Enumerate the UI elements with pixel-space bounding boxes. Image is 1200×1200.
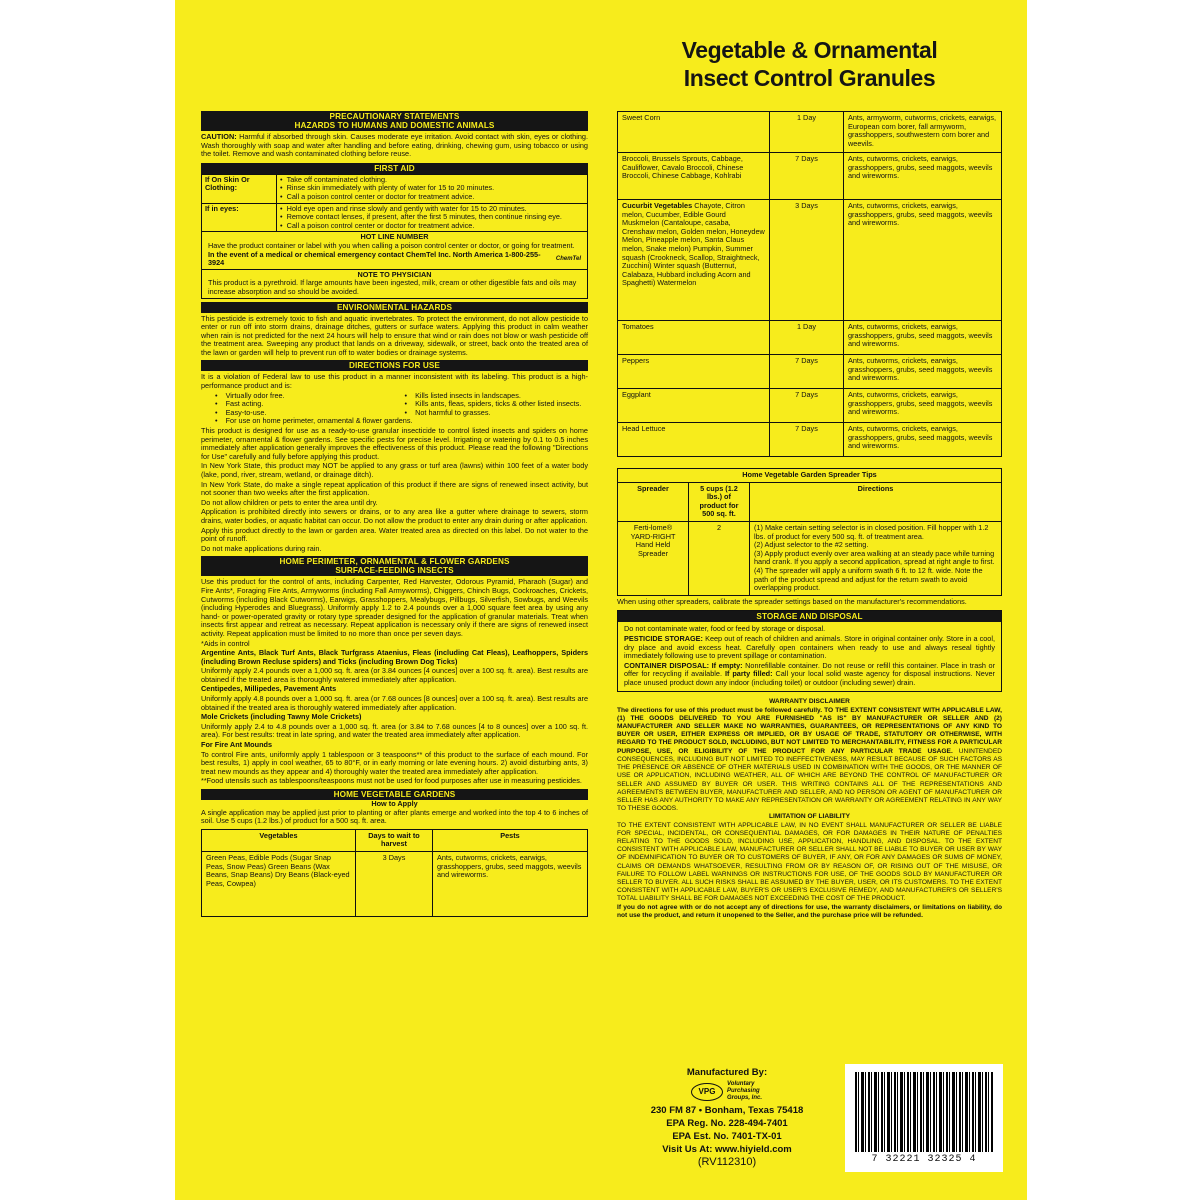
spreader-col-name: Spreader [618,482,689,521]
days-cell: 1 Day [770,112,844,153]
warranty-text: The directions for use of this product must be followed carefully. TO THE EXTENT CONSISTENT WITH APPLICABLE LAW, (1) THE GOODS DELIVERED TO YOU ARE FURNISHED "AS IS" BY MANUFACTURER OR SELLER AND (2) MANUFACTURER AND SELLER MAKE NO WARRANTIES, GUARANTEES, OR REPRESENTATIONS OF ANY KIND TO BUYER OR USER, EITHER EXPRESS OR IMPLIED, OR BY USAGE OF TRADE, STATUTORY OR OTHERWISE, WITH REGARD TO THE PRODUCT SOLD, INCLUDING, BUT NOT LIMITED TO MERCHANTABILITY, FITNESS FOR A PARTICULAR PURPOSE, USE, OR ELIGIBILITY OF THE PRODUCT FOR ANY PARTICULAR TRADE USAGE. [617,706,1002,755]
perimeter-h4: For Fire Ant Mounds [201,740,273,750]
barcode-number: 7 32221 32325 4 [871,1154,977,1165]
bullet-4: • Kills ants, fleas, spiders, ticks & other listed insects. [405,400,589,409]
veg-cell: Sweet Corn [618,112,770,153]
table-row [618,153,1002,200]
warranty-header: WARRANTY DISCLAIMER [769,698,850,706]
veg-table-left [201,829,588,917]
bullet-7: • For use on home perimeter, ornamental & flower gardens. [215,417,588,426]
directions-intro: It is a violation of Federal law to use this product in a manner inconsistent with its labeling. This product is a high-performance product and is: [201,372,588,391]
skin-step-1: • Take off contaminated clothing. [280,176,584,185]
cucurbit-list: Chayote, Citron melon, Cucumber, Edible Gourd Muskmelon (Cantaloupe, casaba, Crenshaw melon, Golden melon, Honeydew Melon, Pineapple melon, Santa Claus melon, Snake melon) Pumpkin, Summer squash (Crookneck, Scallop, Straightneck, Zucchini) Winter squash (Butternut, Calabaza, Hubbard including Acorn and Spaghetti) Watermelon [622,201,765,288]
perimeter-aids: *Aids in control [201,638,250,648]
perimeter-header [201,556,588,576]
bullet-1: • Virtually odor free. [215,392,399,401]
caution-text [201,133,588,159]
if-empty-text: Nonrefillable container. Do not reuse or refill this container. Place in trash or offer for recycling if available. [624,660,996,679]
spreader-name: Ferti-lome® YARD-RIGHT Hand Held Spreader [618,521,689,595]
storage-t1: Do not contaminate water, food or feed by storage or disposal. [624,624,826,634]
perimeter-header-2: SURFACE-FEEDING INSECTS [335,566,454,576]
liability-text: TO THE EXTENT CONSISTENT WITH APPLICABLE LAW, IN NO EVENT SHALL MANUFACTURER OR SELLER BE LIABLE FOR SPECIAL, INCIDENTAL, OR CONSEQUENTIAL DAMAGES, OR FOR DAMAGES IN THEIR NATURE OF PENALTIES RELATING TO THE GOODS SOLD, INCLUDING USE, APPLICATION, HANDLING, AND DISPOSAL. TO THE EXTENT CONSISTENT WITH APPLICABLE LAW, MANUFACTURER OR SELLER SHALL NOT BE LIABLE TO BUYER OR USER BY WAY OF INDEMNIFICATION TO BUYER OR TO CUSTOMERS OF BUYER, IF ANY, OR FOR ANY DAMAGES OR SUMS OF MONEY, CLAIMS OR DEMANDS WHATSOEVER, RESULTING FROM OR BY REASON OF, OR RISING OUT OF THE MISUSE, OR FAILURE TO FOLLOW LABEL WARNINGS OR INSTRUCTIONS FOR USE, OF THE GOODS SOLD BY MANUFACTURER OR SELLER TO BUYER. ALL SUCH RISKS SHALL BE ASSUMED BY THE BUYER, USER, OR ITS CUSTOMERS. TO THE EXTENT CONSISTENT WITH APPLICABLE LAW, BUYER'S OR USER'S EXCLUSIVE REMEDY, AND MANUFACTURER'S OR SELLER'S TOTAL LIABILITY SHALL BE FOR DAMAGES NOT EXCEEDING THE COST OF THE PRODUCT. [617,821,1002,903]
bullet-6: • Not harmful to grasses. [405,409,589,418]
days-cell: 7 Days [770,153,844,200]
spreader-col-amount: 5 cups (1.2 lbs.) of product for 500 sq. ft. [689,482,750,521]
directions-p6: Apply this product directly to the lawn or garden area. Water treated area as directed on this label. Do not water to the point of runoff. [201,525,588,544]
cucurbit-label: Cucurbit Vegetables [622,201,693,210]
pesticide-storage-text: Keep out of reach of children and animals. Store in original container only. Store in a cool, dry place and avoid excess heat. Carefully open containers when ready to use and always reseal tightly immediately following use to prevent spillage or contamination. [624,633,995,661]
epa-reg: EPA Reg. No. 228-494-7401 [666,1118,788,1129]
veg-cell: Peppers [618,355,770,389]
veg-col-vegetables: Vegetables [202,829,356,851]
pests-cell: Ants, cutworms, crickets, earwigs, grasshoppers, grubs, seed maggots, weevils and wireworms. [433,851,588,916]
storage-header: STORAGE AND DISPOSAL [618,611,1001,622]
pests-cell: Ants, cutworms, crickets, earwigs, grasshoppers, grubs, seed maggots, weevils and wireworms. [844,200,1002,321]
environmental-text: This pesticide is extremely toxic to fish and aquatic invertebrates. To protect the environment, do not allow pesticide to enter or run off into storm drains, drainage ditches, gutters or surface waters. Applying this product in calm weather when rain is not predicted for the next 24 hours will help to ensure that wind or rain does not blow or wash pesticide off the treatment area. Sweeping any product that lands on a driveway, sidewalk, or street, back onto the treated area of the lawn or garden will help to prevent run off to water bodies or drainage systems. [201,313,588,357]
chemtel-logo: ChemTel [555,255,581,262]
days-cell: 7 Days [770,389,844,423]
container-disposal-label: CONTAINER DISPOSAL: [624,660,710,670]
veg-cell: Green Peas, Edible Pods (Sugar Snap Peas, Snow Peas) Green Beans (Wax Beans, Snap Beans) Dry Beans (Black-eyed Peas, Cowpea) [202,851,356,916]
spreader-note: When using other spreaders, calibrate the spreader settings based on the manufacturer's recommendations. [617,596,967,606]
skin-steps [277,174,588,203]
spreader-directions [750,521,1002,595]
veg-cell: Broccoli, Brussels Sprouts, Cabbage, Cauliflower, Cavalo Broccoli, Chinese Broccoli, Chinese Cabbage, Kohlrabi [618,153,770,200]
spreader-step-1: (1) Make certain setting selector is in closed position. Fill hopper with 1.2 lbs. of product for every 500 sq. ft. of treatment area. [754,522,989,541]
perimeter-h1: Argentine Ants, Black Turf Ants, Black Turfgrass Ataenius, Fleas (including Cat Fleas), Leafhoppers, Spiders (including Brown Recluse spiders) and Ticks (including Brown Dog Ticks) [201,648,588,666]
spreader-step-4: (4) The spreader will apply a uniform swath 6 ft. to 12 ft. wide. Note the path of the product spread and adjust for the return swath to avoid overlapping product. [754,565,983,593]
pests-cell: Ants, cutworms, crickets, earwigs, grasshoppers, grubs, seed maggots, weevils and wireworms. [844,355,1002,389]
veg-intro [201,800,588,826]
barcode-bars [855,1072,993,1152]
spreader-step-2: (2) Adjust selector to the #2 setting. [754,540,869,550]
table-row [618,321,1002,355]
environmental-header: ENVIRONMENTAL HAZARDS [201,302,588,313]
first-aid-header: FIRST AID [201,163,588,174]
table-row [618,521,1002,595]
product-title [617,36,1002,92]
title-line-1: Vegetable & Ornamental [681,37,938,63]
veg-header: HOME VEGETABLE GARDENS [201,789,588,800]
table-row [618,389,1002,423]
skin-label: If On Skin Or Clothing: [202,174,277,203]
website: Visit Us At: www.hiyield.com [662,1144,792,1155]
directions-p3: In New York State, do make a single repeat application of this product if there are signs of renewed insect activity, but not sooner than two weeks after the first application. [201,479,588,498]
spreader-header: Home Vegetable Garden Spreader Tips [618,469,1002,483]
perimeter-t2: Uniformly apply 4.8 pounds over a 1,000 sq. ft. area (or 7.68 ounces [8 ounces] over a 100 sq. ft. area). Best results are obtained if the treated area is thoroughly watered immediately after application. [201,694,588,712]
table-row [618,200,1002,321]
eyes-step-1: • Hold eye open and rinse slowly and gently with water for 15 to 20 minutes. [280,205,584,214]
days-cell: 1 Day [770,321,844,355]
directions-bullets [201,392,588,426]
veg-table-right [617,111,1002,457]
table-row [618,423,1002,457]
directions-p7: Do not make applications during rain. [201,543,322,553]
perimeter-header-1: HOME PERIMETER, ORNAMENTAL & FLOWER GARDENS [279,557,510,567]
right-column [617,111,1002,920]
manufactured-by-label: Manufactured By: [686,1067,768,1078]
days-cell: 3 Days [356,851,433,916]
perimeter-note: **Food utensils such as tablespoons/teaspoons must not be used for food purposes after use in measuring pesticides. [201,776,582,786]
veg-cell [618,200,770,321]
spreader-step-3: (3) Apply product evenly over area walking at an steady pace while turning hand crank. If you apply a second application, spread at right angle to first. [754,548,995,567]
eyes-label: If in eyes: [202,203,277,232]
revision-code: (RV112310) [697,1156,757,1168]
perimeter-t4: To control Fire ants, uniformly apply 1 tablespoon or 3 teaspoons** of this product to the surface of each mound. For best results, 1) apply in cool weather, 65 to 80°F, or in early morning or late evening hours. 2) avoid disturbing ants, 3) treat new mounds as they appear and 4) thoroughly water the treated area immediately after application. [201,749,588,776]
bullet-5: • Easy-to-use. [215,409,399,418]
first-aid-table [201,174,588,299]
eyes-step-2: • Remove contact lenses, if present, after the first 5 minutes, then continue rinsing eye. [280,213,584,222]
days-cell: 7 Days [770,423,844,457]
directions-p5: Application is prohibited directly into sewers or drains, or to any area like a gutter where drainage to sewers, storm drains, water bodies, or aquatic habitat can occur. Do not allow the product to enter any drain during or after application. [201,507,588,525]
physician-header: NOTE TO PHYSICIAN [357,269,432,279]
epa-est: EPA Est. No. 7401-TX-01 [672,1131,782,1142]
veg-how: How to Apply [371,799,418,808]
if-empty-label: If empty: [711,660,743,670]
storage-box [617,610,1002,692]
directions-p2: In New York State, this product may NOT be applied to any grass or turf area (lawns) within 100 feet of a water body (lake, pond, river, stream, wetland, or drainage ditch). [201,461,588,479]
physician-box [202,269,588,298]
veg-cell: Head Lettuce [618,423,770,457]
precaution-header-2: HAZARDS TO HUMANS AND DOMESTIC ANIMALS [294,121,495,130]
hotline-box [202,232,588,269]
skin-step-3: • Call a poison control center or doctor for treatment advice. [280,193,584,202]
pests-cell: Ants, cutworms, crickets, earwigs, grasshoppers, grubs, seed maggots, weevils and wireworms. [844,321,1002,355]
spreader-table [617,468,1002,596]
eyes-steps [277,203,588,232]
spreader-col-directions: Directions [750,482,1002,521]
warranty-text-2: UNINTENDED CONSEQUENCES, INCLUDING BUT NOT LIMITED TO INEFFECTIVENESS, MAY RESULT BECAUSE OF SUCH FACTORS AS THE PRESENCE OR ABSENCE OF OTHER MATERIALS USED IN COMBINATION WITH THE GOODS, OR THE MANNER OF USE OR APPLICATION, INCLUDING WEATHER, ALL OF WHICH ARE BEYOND THE CONTROL OF MANUFACTURER OR SELLER AND ASSUMED BY BUYER OR USER. THIS WRITING CONTAINS ALL OF THE REPRESENTATIONS AND AGREEMENTS BETWEEN BUYER, MANUFACTURER AND SELLER, AND NO PERSON OR AGENT OF MANUFACTURER OR SELLER HAS ANY AUTHORITY TO MAKE ANY REPRESENTATION OR WARRANTY OR AGREEMENT RELATING IN ANY WAY TO THESE GOODS. [617,747,1002,813]
directions-body [201,373,588,553]
vpg-logo-mark: VPG [691,1083,723,1101]
hotline-number: In the event of a medical or chemical emergency contact ChemTel Inc. North America 1-800-255-3924 [208,249,541,268]
liability-header: LIMITATION OF LIABILITY [768,813,851,821]
barcode [845,1064,1003,1172]
if-partly-text: Call your local solid waste agency for disposal instructions. Never place unused product down any indoor (including toilet) or outdoor (including sewer) drain. [624,669,995,687]
table-row [202,851,588,916]
pests-cell: Ants, cutworms, crickets, earwigs, grasshoppers, grubs, seed maggots, weevils and wireworms. [844,423,1002,457]
pesticide-storage-label: PESTICIDE STORAGE: [624,633,703,643]
vpg-logo-name: Voluntary Purchasing Groups, Inc. [727,1081,763,1101]
directions-p1: This product is designed for use as a ready-to-use granular insecticide to control listed insects and spiders on home perimeter, ornamental & flower gardens. See specific pests for precise level. Irrigating or watering by 0.1 to 0.5 inches immediately after application generally improves the effectiveness of this product. Please read the following "Directions for Use" carefully and fully before applying this product. [201,426,588,461]
vpg-logo [617,1081,837,1102]
veg-text: A single application may be applied just prior to planting or after plants emerge and worked into the top 4 to 6 inches of soil. Use 5 cups (1.2 lbs.) of product for a 500 sq. ft. area. [201,807,588,826]
precaution-header-1: PRECAUTIONARY STATEMENTS [329,112,460,121]
if-partly-label: If party filled: [724,669,773,679]
warranty-final: If you do not agree with or do not accept any of directions for use, the warranty disclaimers, or limitations on liability, do not use the product, and return it unopened to the Seller, and the purchase price will be refunded. [617,903,1002,919]
veg-col-pests: Pests [433,829,588,851]
days-cell: 7 Days [770,355,844,389]
perimeter-t1: Uniformly apply 2.4 pounds over a 1,000 sq. ft. area (or 3.84 ounces [4 ounces] over a 100 sq. ft. area). Best results are obtained if the treated area is thoroughly watered immediately after application. [201,666,588,684]
warranty-section [617,698,1002,919]
pests-cell: Ants, cutworms, crickets, earwigs, grasshoppers, grubs, seed maggots, weevils and wireworms. [844,389,1002,423]
precautionary-section [201,111,588,917]
veg-col-days: Days to wait to harvest [356,829,433,851]
veg-cell: Eggplant [618,389,770,423]
manufacturer-block [617,1066,837,1169]
directions-header: DIRECTIONS FOR USE [201,360,588,371]
table-row [618,355,1002,389]
perimeter-t3: Uniformly apply 2.4 to 4.8 pounds over a 1,000 sq. ft. area (or 3.84 to 7.68 ounces [4 to 8 ounces] over a 100 sq. ft. area). For best results: treat in late spring, and water the treated area immediately after application. [201,721,588,740]
pests-cell: Ants, cutworms, crickets, earwigs, grasshoppers, grubs, seed maggots, weevils and wireworms. [844,153,1002,200]
title-line-2: Insect Control Granules [683,65,936,91]
skin-step-2: • Rinse skin immediately with plenty of water for 15 to 20 minutes. [280,184,584,193]
eyes-step-3: • Call a poison control center or doctor for treatment advice. [280,222,584,231]
perimeter-h3: Mole Crickets (including Tawny Mole Crickets) [201,712,362,722]
table-row [618,112,1002,153]
perimeter-body [201,578,588,786]
hotline-text: Have the product container or label with you when calling a poison control center or doctor, or going for treatment. [208,240,575,250]
spreader-setting: 2 [689,521,750,595]
directions-p4: Do not allow children or pets to enter the area until dry. [201,497,378,507]
caution-label: CAUTION: [201,132,237,141]
veg-cell: Tomatoes [618,321,770,355]
physician-text: This product is a pyrethroid. If large amounts have been ingested, milk, cream or other digestible fats and oils may increase absorption and so should be avoided. [208,278,577,296]
days-cell: 3 Days [770,200,844,321]
perimeter-h2: Centipedes, Millipedes, Pavement Ants [201,684,337,694]
storage-body [618,622,1001,691]
bullet-3: • Fast acting. [215,400,399,409]
perimeter-intro: Use this product for the control of ants, including Carpenter, Red Harvester, Odorous Pyramid, Pharaoh (Sugar) and Fire Ants*, Foraging Fire Ants, Armyworms (including Fall Armyworms), Chiggers, Chinch Bugs, Cockroaches, Crickets, Cutworms (including Black Cutworms), Earwigs, Grasshoppers, Mealybugs, Pillbugs, Silverfish, Sowbugs, and Weevils (including Hyperodes and Bluegrass). Uniformly apply 1.2 to 2.4 pounds over a 1,000 square feet area by using any hand- or power-operated gravity or rotary type spreader designed for the application of granular materials. Treat when insects first appear and retreat as necessary. Repeat application is necessary only if there are signs of renewed insect activity. Repeat application must be limited to no more than once per seven days. [201,577,588,638]
address: 230 FM 87 • Bonham, Texas 75418 [650,1105,804,1116]
caution-body: Harmful if absorbed through skin. Causes moderate eye irritation. Avoid contact with skin, eyes or clothing. Wash thoroughly with soap and water after handling and before eating, drinking, chewing gum, using tobacco or using the toilet. Remove and wash contaminated clothing before reuse. [201,132,588,159]
bullet-2: • Kills listed insects in landscapes. [405,392,589,401]
precaution-header [201,111,588,131]
hotline-header: HOT LINE NUMBER [360,232,429,242]
pests-cell: Ants, armyworm, cutworms, crickets, earwigs, European corn borer, fall armyworm, grasshoppers, southwestern corn borer and weevils. [844,112,1002,153]
